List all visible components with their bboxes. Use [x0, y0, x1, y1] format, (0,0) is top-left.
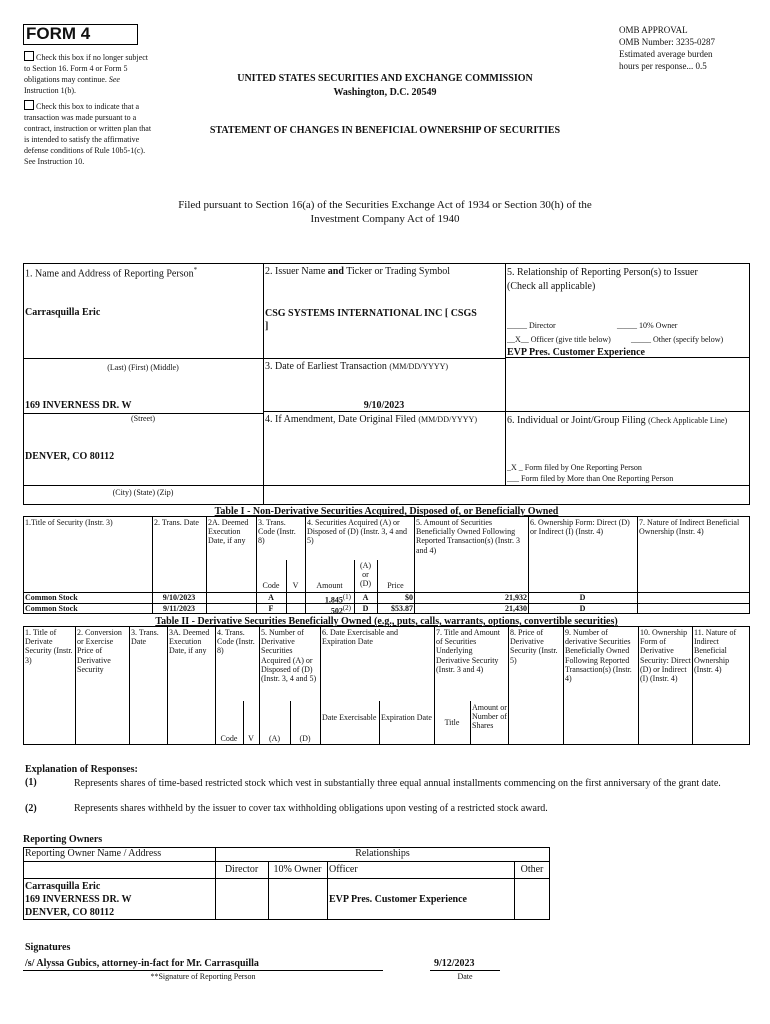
- grid-divider: [263, 263, 264, 505]
- t2-sub-code: Code: [220, 734, 238, 743]
- t2-sub-title: Title: [444, 718, 460, 727]
- signer-caption: **Signature of Reporting Person: [150, 972, 256, 981]
- t2-col-owned: 9. Number of derivative Securities Beneficially Owned Following Reported Transaction(s) (Instr. 4): [565, 628, 632, 683]
- t2-sub-d: (D): [299, 734, 311, 743]
- city-caption: (City) (State) (Zip): [112, 488, 174, 497]
- date-line: [430, 970, 500, 971]
- agency-name: UNITED STATES SECURITIES AND EXCHANGE COMMISSION: [237, 73, 533, 84]
- t2-sub-date-exercisable: Date Exercisable: [322, 713, 377, 722]
- t1-sub-amount: Amount: [316, 581, 343, 590]
- t2-sub-v: V: [248, 734, 254, 743]
- table2-col-divider: [215, 626, 216, 745]
- owners-row-divider: [23, 861, 550, 862]
- grid-divider: [23, 485, 263, 486]
- owners-col-other: Other: [520, 864, 544, 875]
- explanation-heading: Explanation of Responses:: [25, 764, 138, 775]
- reporting-person-name: Carrasquilla Eric: [25, 307, 101, 318]
- table2-col-divider: [167, 626, 168, 745]
- table2-col-divider: [638, 626, 639, 745]
- box4-label: 4. If Amendment, Date Original Filed (MM/DD/YYYY): [265, 414, 477, 425]
- table1-col-divider: [206, 516, 207, 614]
- t1-col-acquired: 4. Securities Acquired (A) or Disposed of (D) (Instr. 3, 4 and 5): [307, 518, 407, 546]
- issuer-name: CSG SYSTEMS INTERNATIONAL INC [ CSGS ]: [265, 308, 477, 332]
- footnote-2-number: (2): [25, 803, 37, 814]
- signature-date: 9/12/2023: [434, 958, 475, 969]
- t1-col-date: 2. Trans. Date: [154, 518, 199, 527]
- owners-col-ten-pct: 10% Owner: [273, 864, 322, 875]
- t1-col-title: 1.Title of Security (Instr. 3): [25, 518, 113, 527]
- checkbox-icon[interactable]: [24, 100, 34, 110]
- filing-one-person: _X _ Form filed by One Reporting Person: [507, 463, 642, 472]
- t2-sub-expiration: Expiration Date: [381, 713, 432, 722]
- owners-row-divider: [23, 878, 550, 879]
- checkbox-rule-10b5-1[interactable]: Check this box to indicate that a transaction was made pursuant to a contract, instruction or written plan that is intended to satisfy the affirmative defense conditions of Rule 10b5-1(c). See Instruction 10.: [24, 102, 152, 166]
- omb-approval: OMB APPROVAL OMB Number: 3235-0287 Estimated average burden hours per response... 0.5: [619, 25, 715, 71]
- statement-title: STATEMENT OF CHANGES IN BENEFICIAL OWNERSHIP OF SECURITIES: [209, 125, 561, 136]
- box6-label: 6. Individual or Joint/Group Filing (Check Applicable Line): [507, 415, 728, 426]
- filing-multiple-persons: ___ Form filed by More than One Reporting Person: [507, 474, 674, 483]
- table1-title: Table I - Non-Derivative Securities Acquired, Disposed of, or Beneficially Owned: [214, 506, 559, 517]
- grid-divider: [23, 358, 263, 359]
- t2-col-exercisable: 6. Date Exercisable and Expiration Date: [322, 628, 398, 647]
- t1-col-nature: 7. Nature of Indirect Beneficial Ownership (Instr. 4): [639, 518, 740, 537]
- signatures-heading: Signatures: [25, 942, 71, 953]
- checkbox-icon[interactable]: [24, 51, 34, 61]
- table2-col-divider: [563, 626, 564, 745]
- owners-col-divider: [327, 861, 328, 920]
- name-caption: (Last) (First) (Middle): [107, 363, 179, 372]
- reporting-person-city: DENVER, CO 80112: [25, 451, 115, 462]
- footnote-1-text: Represents shares of time-based restricted stock which vest in substantially three equal annual installments commencing on the first anniversary of the grant date.: [74, 778, 721, 789]
- owner-name-address: Carrasquilla Eric 169 INVERNESS DR. W DENVER, CO 80112: [25, 881, 132, 918]
- officer-title: EVP Pres. Customer Experience: [507, 347, 645, 358]
- signature-line: [23, 970, 383, 971]
- table2-col-divider: [259, 626, 260, 745]
- t2-col-underlying: 7. Title and Amount of Securities Underlying Derivative Security (Instr. 3 and 4): [436, 628, 501, 674]
- table2-col-divider: [129, 626, 130, 745]
- footnote-1-number: (1): [25, 777, 37, 788]
- owners-col-officer: Officer: [329, 864, 358, 875]
- earliest-transaction-date: 9/10/2023: [363, 400, 405, 411]
- reporting-owners-heading: Reporting Owners: [23, 834, 103, 845]
- t1-col-deemed: 2A. Deemed Execution Date, if any: [208, 518, 249, 546]
- table2-col-divider: [692, 626, 693, 745]
- owners-col-name: Reporting Owner Name / Address: [25, 848, 162, 859]
- box5-label: 5. Relationship of Reporting Person(s) to Issuer (Check all applicable): [507, 267, 698, 292]
- filed-pursuant: Filed pursuant to Section 16(a) of the Securities Exchange Act of 1934 or Section 30(h) of the Investment Company Act of 1940: [178, 199, 592, 225]
- rel-other: _____ Other (specify below): [631, 335, 724, 344]
- grid-divider: [263, 411, 750, 412]
- grid-divider: [263, 485, 750, 486]
- t2-col-ownership: 10. Ownership Form of Derivative Security: Direct (D) or Indirect (I) (Instr. 4): [640, 628, 691, 683]
- t2-col-price: 8. Price of Derivative Security (Instr. 5): [510, 628, 558, 665]
- footnote-2-text: Represents shares withheld by the issuer to cover tax withholding obligations upon vesting of a restricted stock award.: [74, 803, 548, 814]
- signer: /s/ Alyssa Gubics, attorney-in-fact for Mr. Carrasquilla: [25, 958, 259, 969]
- t2-col-conversion: 2. Conversion or Exercise Price of Derivative Security: [77, 628, 122, 674]
- table2-col-divider: [508, 626, 509, 745]
- t2-col-nature: 11. Nature of Indirect Beneficial Ownership (Instr. 4): [694, 628, 737, 674]
- table2-col-divider: [75, 626, 76, 745]
- box1-label: 1. Name and Address of Reporting Person*: [25, 266, 198, 280]
- rel-officer: __X__ Officer (give title below): [507, 335, 611, 344]
- checkbox-no-longer-subject[interactable]: Check this box if no longer subject to Section 16. Form 4 or Form 5 obligations may continue. See Instruction 1(b).: [24, 53, 148, 95]
- rel-director: _____ Director: [507, 321, 556, 330]
- table2-col-divider: [320, 626, 321, 745]
- owners-col-relationships: Relationships: [355, 848, 410, 859]
- grid-divider: [263, 358, 505, 359]
- t1-sub-price: Price: [387, 581, 404, 590]
- reporting-person-street: 169 INVERNESS DR. W: [25, 400, 132, 411]
- table2-col-divider: [379, 701, 380, 745]
- grid-divider: [505, 263, 506, 485]
- form-title: FORM 4: [26, 24, 91, 43]
- t2-col-date: 3. Trans. Date: [131, 628, 159, 647]
- t2-col-deemed: 3A. Deemed Execution Date, if any: [169, 628, 210, 656]
- street-caption: (Street): [131, 414, 155, 423]
- t2-sub-amount: Amount or Number of Shares: [472, 703, 507, 731]
- t1-sub-code: Code: [262, 581, 280, 590]
- t1-col-owned: 5. Amount of Securities Beneficially Owned Following Reported Transaction(s) (Instr. 3 and 4): [416, 518, 520, 555]
- t2-sub-a: (A): [268, 734, 281, 743]
- t1-sub-v: V: [292, 581, 299, 590]
- owner-officer-title: EVP Pres. Customer Experience: [329, 894, 467, 905]
- box3-label: 3. Date of Earliest Transaction (MM/DD/YYYY): [265, 361, 449, 372]
- date-caption: Date: [457, 972, 473, 981]
- table2-col-divider: [470, 701, 471, 745]
- table2-title: Table II - Derivative Securities Beneficially Owned (e.g., puts, calls, warrants, options, convertible securities): [155, 616, 618, 627]
- owners-col-director: Director: [224, 864, 259, 875]
- t2-col-code: 4. Trans. Code (Instr. 8): [217, 628, 255, 656]
- t2-col-number: 5. Number of Derivative Securities Acquired (A) or Disposed of (D) (Instr. 3, 4 and 5): [261, 628, 317, 683]
- rel-ten-percent: _____ 10% Owner: [617, 321, 678, 330]
- agency-city: Washington, D.C. 20549: [333, 87, 437, 98]
- t2-col-title: 1. Title of Derivate Security (Instr. 3): [25, 628, 73, 665]
- box2-label: 2. Issuer Name and Ticker or Trading Symbol: [265, 266, 451, 277]
- t1-col-form: 6. Ownership Form: Direct (D) or Indirect (I) (Instr. 4): [530, 518, 630, 537]
- t1-col-code: 3. Trans. Code (Instr. 8): [258, 518, 296, 546]
- t1-sub-ad: (A) or (D): [359, 561, 372, 589]
- table1-col-divider: [637, 516, 638, 614]
